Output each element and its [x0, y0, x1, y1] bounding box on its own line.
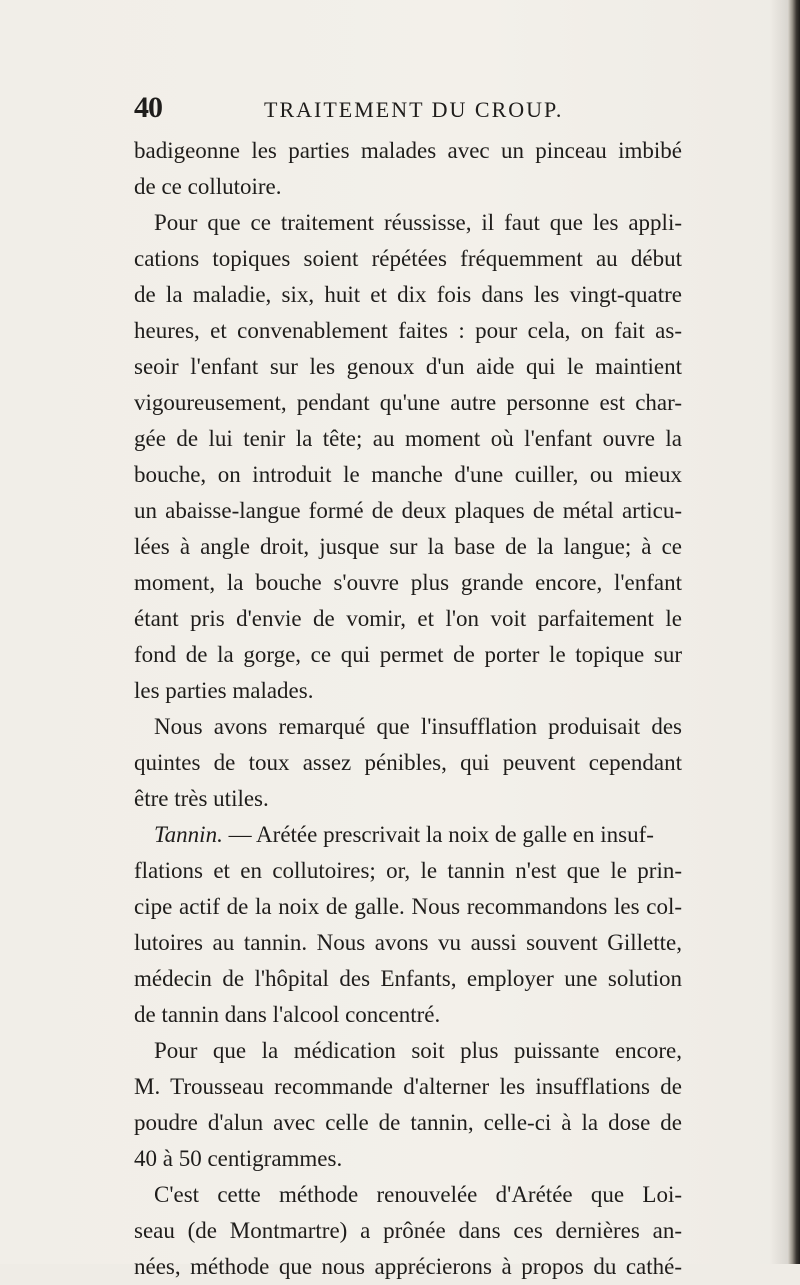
text-line: flations et en collutoires; or, le tannin n'est que le prin- [134, 858, 682, 883]
text-line: seau (de Montmartre) a prônée dans ces dernières an- [134, 1218, 682, 1243]
section-heading: Tannin. [154, 822, 223, 847]
text-line: bouche, on introduit le manche d'une cuiller, ou mieux [134, 462, 682, 487]
text-line: lutoires au tannin. Nous avons vu aussi souvent Gillette, [134, 930, 682, 955]
section-text: — Arétée prescrivait la noix de galle en insuf- [222, 822, 654, 847]
spine-shadow [770, 0, 788, 1264]
text-line [134, 817, 682, 853]
text-line: de ce collutoire. [134, 174, 282, 199]
text-line: fond de la gorge, ce qui permet de porter le topique sur [134, 642, 682, 667]
text-line: gée de lui tenir la tête; au moment où l'enfant ouvre la [134, 426, 682, 451]
text-line: heures, et convenablement faites : pour cela, on fait as- [134, 318, 682, 343]
text-line: de la maladie, six, huit et dix fois dans les vingt-quatre [134, 282, 682, 307]
text-line: Nous avons remarqué que l'insufflation produisait des [154, 714, 682, 739]
running-title: TRAITEMENT DU CROUP. [264, 97, 564, 122]
text-line: badigeonne les parties malades avec un pinceau imbibé [134, 138, 682, 163]
body-text [134, 133, 682, 1285]
text-line: un abaisse-langue formé de deux plaques de métal articu- [134, 498, 682, 523]
text-line: moment, la bouche s'ouvre plus grande encore, l'enfant [134, 570, 682, 595]
text-line: cations topiques soient répétées fréquemment au début [134, 246, 682, 271]
page-number: 40 [134, 91, 162, 124]
text-line: poudre d'alun avec celle de tannin, celle-ci à la dose de [134, 1110, 682, 1135]
text-line: lées à angle droit, jusque sur la base de la langue; à ce [134, 534, 682, 559]
page-edge [788, 0, 800, 1264]
page-header [134, 91, 674, 131]
text-line: étant pris d'envie de vomir, et l'on voit parfaitement le [134, 606, 682, 631]
text-line: nées, méthode que nous apprécierons à propos du cathé- [134, 1254, 682, 1279]
text-line: de tannin dans l'alcool concentré. [134, 1002, 441, 1027]
text-line: être très utiles. [134, 786, 269, 811]
text-line: vigoureusement, pendant qu'une autre personne est char- [134, 390, 682, 415]
text-line: seoir l'enfant sur les genoux d'un aide qui le maintient [134, 354, 682, 379]
text-line: médecin de l'hôpital des Enfants, employer une solution [134, 966, 682, 991]
text-line: Pour que ce traitement réussisse, il faut que les appli- [154, 210, 682, 235]
text-line: quintes de toux assez pénibles, qui peuvent cependant [134, 750, 682, 775]
text-line: cipe actif de la noix de galle. Nous recommandons les col- [134, 894, 682, 919]
text-line: les parties malades. [134, 678, 314, 703]
text-line: Pour que la médication soit plus puissante encore, [154, 1038, 682, 1063]
text-line: C'est cette méthode renouvelée d'Arétée que Loi- [154, 1182, 682, 1207]
text-line: 40 à 50 centigrammes. [134, 1146, 343, 1171]
text-line: M. Trousseau recommande d'alterner les insufflations de [134, 1074, 682, 1099]
